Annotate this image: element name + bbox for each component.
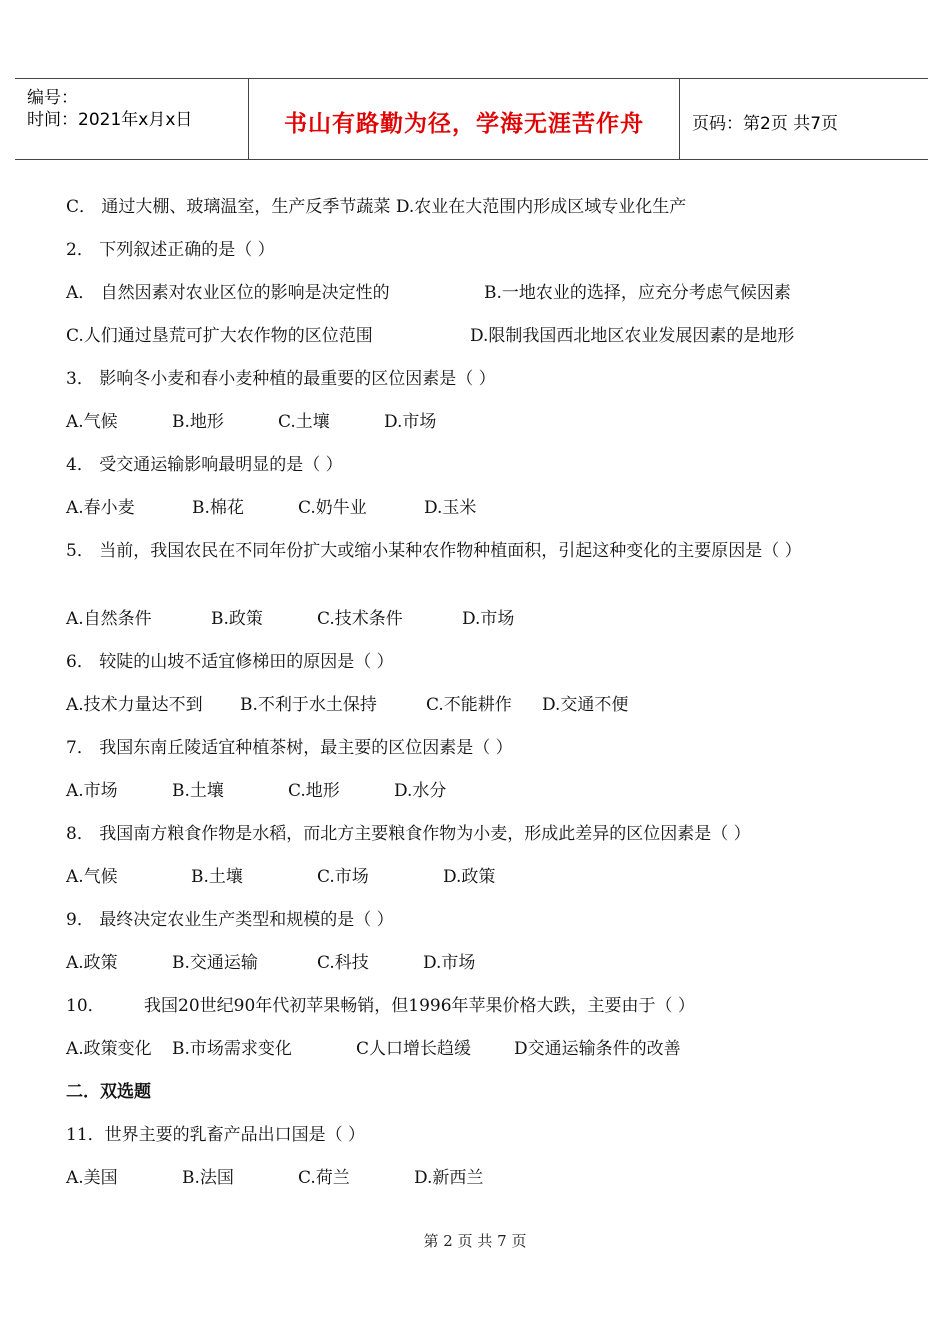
q8-option-d: D.政策	[443, 867, 496, 887]
q6-option-d: D.交通不便	[542, 695, 629, 715]
q7-option-b: B.土壤	[172, 781, 224, 801]
q4-option-c: C.奶牛业	[298, 498, 367, 518]
q4-option-d: D.玉米	[424, 498, 477, 518]
q3-option-c: C.土壤	[278, 412, 330, 432]
question-10	[66, 995, 896, 1038]
q8-option-a: A.气候	[66, 867, 118, 887]
q8-options	[66, 866, 896, 909]
question-8: 8． 我国南方粮食作物是水稻，而北方主要粮食作物为小麦，形成此差异的区位因素是（ ）	[66, 824, 751, 844]
question-11: 11．世界主要的乳畜产品出口国是（ ）	[66, 1125, 366, 1145]
q2-option-c: C.人们通过垦荒可扩大农作物的区位范围	[66, 326, 373, 346]
question-3: 3． 影响冬小麦和春小麦种植的最重要的区位因素是（ ）	[66, 369, 496, 389]
q3-option-d: D.市场	[384, 412, 437, 432]
q5-option-d: D.市场	[462, 609, 515, 629]
q7-options	[66, 780, 896, 823]
q2-options-ab	[66, 282, 896, 325]
date-label: 时间：2021年x月x日	[27, 110, 193, 130]
header-motto-cell	[249, 79, 680, 159]
q9-option-b: B.交通运输	[172, 953, 258, 973]
q11-option-c: C.荷兰	[298, 1168, 350, 1188]
header-meta-cell	[15, 79, 249, 159]
q4-options	[66, 497, 896, 540]
q5-options	[66, 608, 896, 651]
question-7: 7． 我国东南丘陵适宜种植茶树，最主要的区位因素是（ ）	[66, 738, 513, 758]
q8-option-b: B.土壤	[191, 867, 243, 887]
q1-options-line: C． 通过大棚、玻璃温室，生产反季节蔬菜 D.农业在大范围内形成区域专业化生产	[66, 197, 687, 217]
q3-option-b: B.地形	[172, 412, 224, 432]
q5-option-a: A.自然条件	[66, 609, 152, 629]
q10-option-a: A.政策变化	[66, 1039, 152, 1059]
q4-option-b: B.棉花	[192, 498, 244, 518]
q2-option-d: D.限制我国西北地区农业发展因素的是地形	[470, 326, 795, 346]
q9-option-d: D.市场	[423, 953, 476, 973]
q11-option-b: B.法国	[182, 1168, 234, 1188]
q2-option-b: B.一地农业的选择，应充分考虑气候因素	[484, 283, 791, 303]
q2-option-a: A． 自然因素对农业区位的影响是决定性的	[66, 283, 390, 303]
q6-option-b: B.不利于水土保持	[240, 695, 377, 715]
q7-option-c: C.地形	[288, 781, 340, 801]
q8-option-c: C.市场	[317, 867, 369, 887]
document-header	[15, 78, 928, 160]
q6-options	[66, 694, 896, 737]
q3-option-a: A.气候	[66, 412, 118, 432]
q5-option-c: C.技术条件	[317, 609, 403, 629]
q11-options	[66, 1167, 896, 1210]
q11-option-d: D.新西兰	[414, 1168, 484, 1188]
question-6: 6． 较陡的山坡不适宜修梯田的原因是（ ）	[66, 652, 394, 672]
q3-options	[66, 411, 896, 454]
motto-text: 书山有路勤为径，学海无涯苦作舟	[284, 111, 644, 137]
header-page-cell	[680, 79, 928, 159]
q4-option-a: A.春小麦	[66, 498, 135, 518]
q6-option-c: C.不能耕作	[426, 695, 512, 715]
question-list	[66, 196, 896, 1210]
q10-option-b: B.市场需求变化	[172, 1039, 292, 1059]
q10-option-d: D交通运输条件的改善	[514, 1039, 681, 1059]
section-heading-double-choice: 二．双选题	[66, 1082, 151, 1102]
q10-number: 10．	[66, 996, 105, 1016]
q9-option-c: C.科技	[317, 953, 369, 973]
header-page-info: 页码：第2页 共7页	[692, 114, 839, 134]
q9-option-a: A.政策	[66, 953, 118, 973]
q11-option-a: A.美国	[66, 1168, 118, 1188]
q7-option-d: D.水分	[394, 781, 447, 801]
q5-option-b: B.政策	[211, 609, 263, 629]
page-footer: 第 2 页 共 7 页	[423, 1232, 527, 1250]
q9-options	[66, 952, 896, 995]
serial-number-label: 编号：	[27, 88, 78, 108]
question-9: 9． 最终决定农业生产类型和规模的是（ ）	[66, 910, 394, 930]
q10-option-c: C人口增长趋缓	[356, 1039, 472, 1059]
q6-option-a: A.技术力量达不到	[66, 695, 203, 715]
question-2: 2． 下列叙述正确的是（ ）	[66, 240, 275, 260]
q10-text: 我国20世纪90年代初苹果畅销，但1996年苹果价格大跌，主要由于（ ）	[144, 996, 695, 1016]
q10-options	[66, 1038, 896, 1081]
question-5: 5． 当前，我国农民在不同年份扩大或缩小某种农作物种植面积，引起这种变化的主要原因是（ ）	[66, 541, 802, 561]
q2-options-cd	[66, 325, 896, 368]
q7-option-a: A.市场	[66, 781, 118, 801]
question-4: 4． 受交通运输影响最明显的是（ ）	[66, 455, 343, 475]
